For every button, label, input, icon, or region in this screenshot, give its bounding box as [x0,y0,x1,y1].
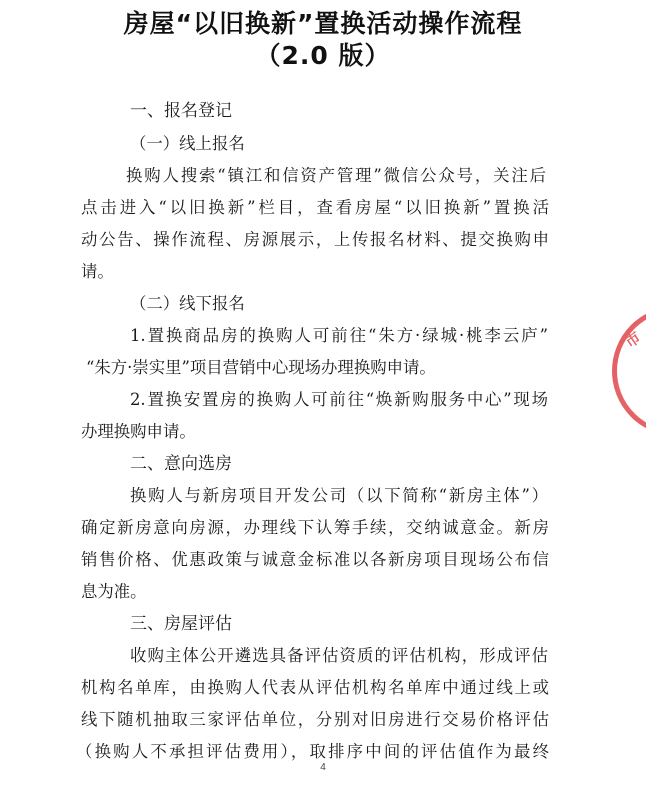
seal-text: 市 [621,328,645,352]
paragraph-line: 机构名单库，由换购人代表从评估机构名单库中通过线上或 [81,678,549,697]
section-heading-house-selection: 二、意向选房 [130,454,232,474]
section-heading-house-evaluation: 三、房屋评估 [130,614,232,634]
paragraph-line: 1.置换商品房的换购人可前往“朱方·绿城·桃李云庐” [130,326,548,345]
paragraph-line: 2.置换安置房的换购人可前往“焕新购服务中心”现场 [130,390,548,409]
paragraph-line: 换购人与新房项目开发公司（以下简称“新房主体”） [130,486,548,505]
paragraph-line: 确定新房意向房源，办理线下认筹手续，交纳诚意金。新房 [81,518,549,537]
paragraph-line: 销售价格、优惠政策与诚意金标准以各新房项目现场公布信 [81,550,549,569]
section-heading-registration: 一、报名登记 [130,101,232,121]
paragraph-line: 收购主体公开遴选具备评估资质的评估机构，形成评估 [130,646,548,665]
paragraph-line: 息为准。 [81,582,147,601]
official-seal-stamp [612,306,646,436]
paragraph-line: 动公告、操作流程、房源展示，上传报名材料、提交换购申 [81,230,549,249]
paragraph-line: “朱方·崇实里”项目营销中心现场办理换购申请。 [86,358,436,377]
paragraph-line: 点击进入“以旧换新”栏目，查看房屋“以旧换新”置换活 [81,198,549,217]
paragraph-line: 办理换购申请。 [81,422,196,441]
paragraph-line: 换购人搜索“镇江和信资产管理”微信公众号，关注后 [126,166,546,185]
document-title: 房屋“以旧换新”置换活动操作流程 [123,9,523,38]
subsection-heading-offline: （二）线下报名 [130,294,245,313]
page-number: 4 [320,762,326,773]
paragraph-line: 线下随机抽取三家评估单位，分别对旧房进行交易价格评估 [81,710,549,729]
document-version: （2.0 版） [255,41,391,70]
paragraph-line: （换购人不承担评估费用），取排序中间的评估值作为最终 [76,742,549,761]
subsection-heading-online: （一）线上报名 [130,134,245,153]
paragraph-line: 请。 [81,262,114,281]
